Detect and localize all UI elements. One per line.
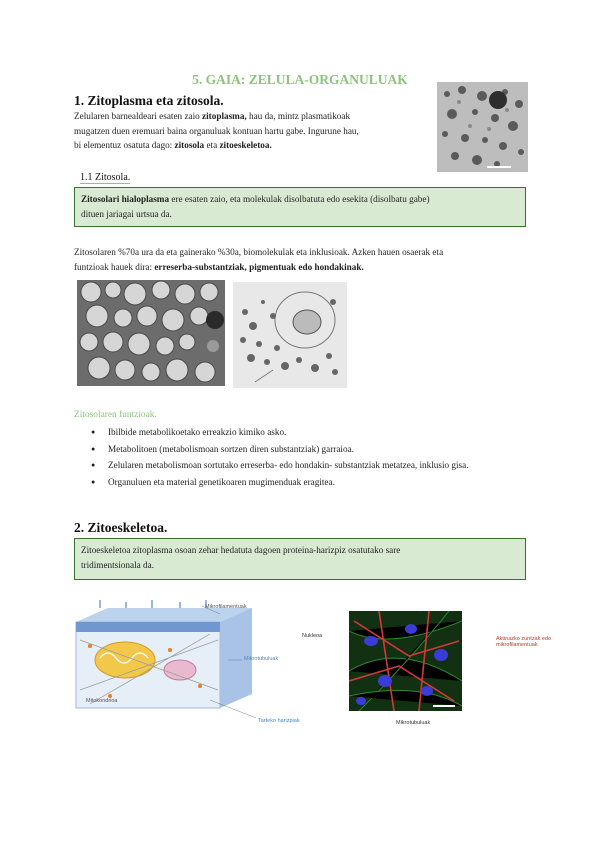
- cytosol-micrograph: [437, 82, 528, 172]
- label-nucleus: Nukleoa: [302, 633, 323, 639]
- fluorescence-micrograph: [349, 611, 462, 711]
- section-heading-cytoplasm: 1. Zitoplasma eta zitosola.: [74, 93, 224, 108]
- cytoplasm-intro: Zelularen barnealdeari esaten zaio zitoplasma, hau da, mintz plasmatikoak mugatzen duen eremuari baina organuluak kontuan hartu gabe. Ingurune hau, bi elementuz osatuta dago: zitosola eta zitoeskeletoa.: [74, 111, 359, 150]
- definition-box-cytoskeleton: Zitoeskeletoa zitoplasma osoan zehar hedatuta dagoen proteina-harizpiz osatutako sare tridimentsionala da.: [74, 538, 526, 580]
- cytosol-composition-paragraph: Zitosolaren %70a ura da eta gainerako %30a, biomolekulak eta inklusioak. Azken hauen osaerak eta funtzioak hauek dira: erreserba-substantziak, pigmentuak edo hondakinak.: [74, 247, 444, 272]
- list-item: ● Metabolitoen (metabolismoan sortzen diren substantziak) garraioa.: [84, 442, 534, 457]
- list-item: ● Organuluen eta material genetikoaren mugimenduak eragitea.: [84, 475, 534, 490]
- section-heading-cytoskeleton: 2. Zitoeskeletoa.: [74, 520, 168, 535]
- functions-list: [84, 425, 534, 491]
- label-microfilaments: Mikrofilamentuak: [205, 604, 247, 610]
- functions-heading: Zitosolaren funtzioak.: [74, 410, 157, 420]
- list-item: ● Ibilbide metabolikoetako erreakzio kimiko asko.: [84, 425, 534, 440]
- label-microtubules: Mikrotubuluak: [244, 656, 279, 662]
- label-micro-microtubules: Mikrotubuluak: [396, 720, 431, 726]
- subsection-cytosol: 1.1 Zitosola.: [80, 172, 131, 183]
- label-intermediate-filaments: Tarteko harizpiak: [258, 718, 300, 724]
- label-mitochondrion: Mitokondrioa: [86, 698, 118, 704]
- definition-box-cytosol: Zitosolari hialoplasma ere esaten zaio, eta molekulak disolbatuta edo esekita (disolbatu gabe) dituen jariagai urtsua da.: [74, 187, 526, 227]
- pigment-cell-micrograph: [233, 282, 347, 388]
- list-item: ● Zelularen metabolismoan sortutako erreserba- edo hondakin- substantziak metatzea, inklusio gisa.: [84, 458, 534, 473]
- fat-cells-micrograph: [77, 280, 225, 386]
- page-title: 5. GAIA: ZELULA-ORGANULUAK: [192, 72, 408, 87]
- label-actin-fibers: Aktinazko zuntzak edo mikrofilamentuak: [496, 636, 552, 648]
